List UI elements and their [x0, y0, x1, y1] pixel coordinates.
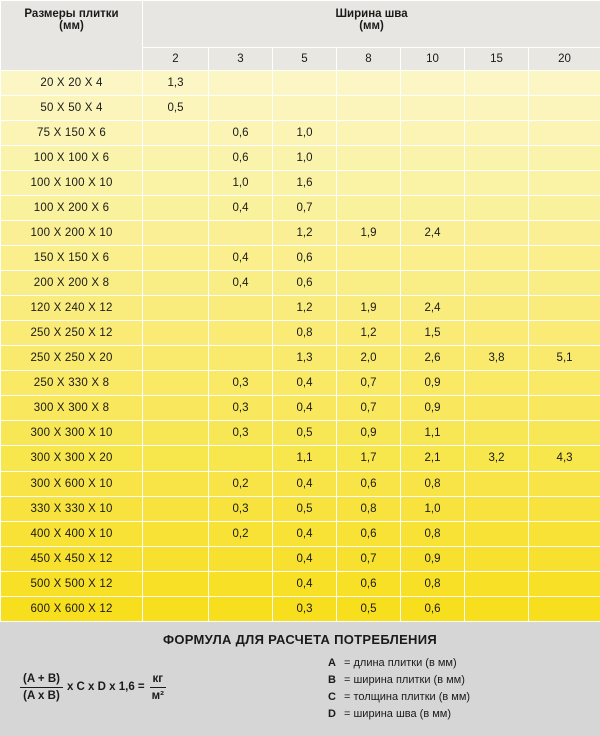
consumption-value-cell: 4,3	[529, 446, 600, 471]
consumption-value-cell	[465, 196, 529, 221]
tile-size-cell: 100 X 100 X 6	[1, 146, 143, 171]
consumption-value-cell	[209, 596, 273, 621]
consumption-value-cell: 0,5	[337, 596, 401, 621]
consumption-value-cell: 0,7	[337, 396, 401, 421]
consumption-value-cell	[143, 171, 209, 196]
tile-size-cell: 100 X 200 X 10	[1, 221, 143, 246]
table-row	[1, 396, 600, 421]
tile-size-cell: 300 X 600 X 10	[1, 471, 143, 496]
table-row	[1, 196, 600, 221]
consumption-value-cell	[209, 221, 273, 246]
consumption-value-cell	[465, 221, 529, 246]
consumption-value-cell: 1,0	[401, 496, 465, 521]
consumption-value-cell	[143, 396, 209, 421]
consumption-value-cell: 0,2	[209, 521, 273, 546]
consumption-value-cell	[529, 296, 600, 321]
consumption-value-cell: 0,6	[209, 121, 273, 146]
consumption-value-cell: 0,6	[337, 471, 401, 496]
consumption-value-cell: 0,9	[401, 396, 465, 421]
joint-width-6: 20	[529, 48, 600, 71]
legend-text: = толщина плитки (в мм)	[344, 691, 471, 703]
consumption-value-cell: 0,5	[273, 421, 337, 446]
consumption-value-cell: 0,8	[401, 471, 465, 496]
consumption-value-cell: 0,4	[209, 196, 273, 221]
joint-width-3: 8	[337, 48, 401, 71]
legend-text: = ширина шва (в мм)	[344, 708, 452, 720]
consumption-value-cell	[401, 196, 465, 221]
consumption-value-cell	[529, 196, 600, 221]
consumption-value-cell: 1,1	[273, 446, 337, 471]
consumption-value-cell	[143, 471, 209, 496]
consumption-value-cell: 3,2	[465, 446, 529, 471]
table-row	[1, 96, 600, 121]
tile-size-cell: 300 X 300 X 10	[1, 421, 143, 446]
consumption-value-cell	[529, 171, 600, 196]
consumption-value-cell	[143, 346, 209, 371]
consumption-value-cell	[337, 246, 401, 271]
tile-size-cell: 120 X 240 X 12	[1, 296, 143, 321]
consumption-value-cell	[143, 596, 209, 621]
table-row	[1, 446, 600, 471]
table-row	[1, 596, 600, 621]
joint-width-0: 2	[143, 48, 209, 71]
formula-title: ФОРМУЛА ДЛЯ РАСЧЕТА ПОТРЕБЛЕНИЯ	[162, 632, 438, 647]
table-row	[1, 521, 600, 546]
table-row	[1, 346, 600, 371]
tile-size-cell: 250 X 330 X 8	[1, 371, 143, 396]
consumption-value-cell	[143, 246, 209, 271]
table-row	[1, 421, 600, 446]
consumption-value-cell	[209, 71, 273, 96]
table-row	[1, 271, 600, 296]
tile-size-cell: 50 X 50 X 4	[1, 96, 143, 121]
consumption-value-cell: 0,8	[273, 321, 337, 346]
consumption-value-cell	[401, 271, 465, 296]
consumption-value-cell: 1,7	[337, 446, 401, 471]
consumption-value-cell	[273, 96, 337, 121]
legend-item	[328, 689, 470, 706]
legend-item	[328, 706, 470, 723]
legend-symbol: B	[328, 674, 336, 686]
formula-legend	[328, 655, 470, 723]
table-row	[1, 171, 600, 196]
consumption-value-cell: 0,5	[273, 496, 337, 521]
consumption-value-cell	[209, 446, 273, 471]
unit-numerator: кг	[150, 673, 167, 688]
tile-size-cell: 330 X 330 X 10	[1, 496, 143, 521]
table-body	[1, 71, 600, 622]
ratio-numerator: (A + B)	[20, 673, 63, 688]
consumption-value-cell: 0,4	[273, 546, 337, 571]
consumption-value-cell	[143, 271, 209, 296]
consumption-value-cell: 0,9	[337, 421, 401, 446]
consumption-value-cell: 1,2	[273, 221, 337, 246]
tile-size-cell: 450 X 450 X 12	[1, 546, 143, 571]
consumption-value-cell: 0,7	[337, 371, 401, 396]
consumption-value-cell	[465, 171, 529, 196]
consumption-value-cell	[401, 121, 465, 146]
tile-size-cell: 250 X 250 X 20	[1, 346, 143, 371]
tile-size-cell: 500 X 500 X 12	[1, 571, 143, 596]
joint-width-2: 5	[273, 48, 337, 71]
table-row	[1, 496, 600, 521]
consumption-value-cell: 1,9	[337, 221, 401, 246]
consumption-value-cell	[465, 296, 529, 321]
consumption-value-cell	[337, 121, 401, 146]
joint-width-1: 3	[209, 48, 273, 71]
consumption-value-cell	[465, 471, 529, 496]
tile-size-cell: 100 X 100 X 10	[1, 171, 143, 196]
consumption-value-cell	[529, 421, 600, 446]
consumption-value-cell: 0,2	[209, 471, 273, 496]
consumption-value-cell	[465, 146, 529, 171]
consumption-value-cell: 2,6	[401, 346, 465, 371]
consumption-value-cell	[337, 196, 401, 221]
consumption-value-cell: 0,9	[401, 371, 465, 396]
consumption-value-cell: 0,4	[273, 521, 337, 546]
consumption-value-cell: 0,8	[401, 521, 465, 546]
consumption-value-cell: 0,6	[273, 246, 337, 271]
legend-text: = ширина плитки (в мм)	[344, 674, 465, 686]
consumption-value-cell: 1,3	[143, 71, 209, 96]
consumption-value-cell	[465, 371, 529, 396]
consumption-value-cell	[465, 571, 529, 596]
legend-symbol: D	[328, 708, 336, 720]
joint-width-header-line2: (мм)	[359, 20, 384, 32]
consumption-value-cell: 0,7	[337, 546, 401, 571]
consumption-value-cell	[465, 246, 529, 271]
consumption-value-cell: 1,1	[401, 421, 465, 446]
tile-size-cell: 400 X 400 X 10	[1, 521, 143, 546]
tile-size-cell: 150 X 150 X 6	[1, 246, 143, 271]
consumption-value-cell	[273, 71, 337, 96]
tile-size-cell: 75 X 150 X 6	[1, 121, 143, 146]
consumption-value-cell: 1,9	[337, 296, 401, 321]
consumption-value-cell: 0,6	[337, 571, 401, 596]
consumption-value-cell	[529, 246, 600, 271]
consumption-value-cell: 1,3	[273, 346, 337, 371]
consumption-value-cell	[209, 96, 273, 121]
consumption-value-cell	[465, 321, 529, 346]
consumption-value-cell	[529, 146, 600, 171]
consumption-value-cell: 0,3	[209, 396, 273, 421]
consumption-value-cell	[401, 171, 465, 196]
joint-width-4: 10	[401, 48, 465, 71]
consumption-value-cell	[209, 346, 273, 371]
consumption-value-cell	[209, 321, 273, 346]
consumption-value-cell	[143, 321, 209, 346]
table-row	[1, 546, 600, 571]
consumption-value-cell: 1,2	[273, 296, 337, 321]
unit-denominator: м²	[151, 689, 164, 702]
tile-size-cell: 600 X 600 X 12	[1, 596, 143, 621]
consumption-value-cell	[529, 121, 600, 146]
table-row	[1, 146, 600, 171]
consumption-value-cell: 0,4	[273, 371, 337, 396]
consumption-value-cell	[465, 421, 529, 446]
consumption-value-cell: 0,8	[337, 496, 401, 521]
tile-size-header	[1, 1, 143, 71]
consumption-value-cell: 0,4	[209, 246, 273, 271]
tile-size-header-line1: Размеры плитки	[24, 8, 119, 20]
consumption-value-cell: 0,3	[209, 371, 273, 396]
consumption-value-cell	[529, 521, 600, 546]
consumption-value-cell	[529, 71, 600, 96]
table-row	[1, 371, 600, 396]
consumption-value-cell: 2,1	[401, 446, 465, 471]
table-row	[1, 471, 600, 496]
consumption-value-cell: 1,0	[273, 146, 337, 171]
consumption-value-cell: 0,4	[273, 571, 337, 596]
table-row	[1, 221, 600, 246]
table-row	[1, 296, 600, 321]
legend-item	[328, 655, 470, 672]
consumption-value-cell	[529, 371, 600, 396]
consumption-value-cell: 0,5	[143, 96, 209, 121]
consumption-value-cell	[209, 546, 273, 571]
consumption-value-cell	[143, 421, 209, 446]
consumption-value-cell	[465, 71, 529, 96]
table-row	[1, 246, 600, 271]
consumption-value-cell	[529, 221, 600, 246]
consumption-value-cell: 0,9	[401, 546, 465, 571]
consumption-value-cell	[143, 446, 209, 471]
joint-width-header	[143, 1, 600, 48]
consumption-value-cell: 1,0	[273, 121, 337, 146]
consumption-value-cell	[143, 546, 209, 571]
ratio-denominator: (A x B)	[23, 689, 60, 702]
legend-symbol: C	[328, 691, 336, 703]
consumption-value-cell	[401, 71, 465, 96]
consumption-value-cell: 0,3	[209, 421, 273, 446]
table-row	[1, 121, 600, 146]
tile-size-cell: 250 X 250 X 12	[1, 321, 143, 346]
consumption-value-cell: 0,4	[209, 271, 273, 296]
consumption-value-cell	[401, 146, 465, 171]
consumption-value-cell: 1,5	[401, 321, 465, 346]
consumption-value-cell	[143, 296, 209, 321]
consumption-value-cell: 0,4	[273, 396, 337, 421]
consumption-value-cell	[529, 396, 600, 421]
consumption-value-cell	[401, 246, 465, 271]
consumption-value-cell: 1,2	[337, 321, 401, 346]
consumption-value-cell	[529, 271, 600, 296]
consumption-value-cell	[143, 146, 209, 171]
consumption-equation	[20, 662, 167, 712]
consumption-value-cell	[209, 571, 273, 596]
consumption-value-cell	[143, 571, 209, 596]
consumption-value-cell	[465, 121, 529, 146]
consumption-value-cell	[143, 371, 209, 396]
unit-fraction	[149, 673, 167, 702]
consumption-value-cell	[337, 271, 401, 296]
consumption-value-cell	[529, 571, 600, 596]
consumption-value-cell	[401, 96, 465, 121]
consumption-value-cell	[143, 496, 209, 521]
consumption-value-cell	[465, 596, 529, 621]
tile-size-header-line2: (мм)	[59, 20, 84, 32]
consumption-value-cell: 0,4	[273, 471, 337, 496]
equation-middle: x C x D x 1,6 =	[66, 681, 145, 693]
consumption-value-cell	[465, 496, 529, 521]
consumption-value-cell	[465, 521, 529, 546]
consumption-value-cell	[143, 221, 209, 246]
consumption-value-cell: 0,6	[273, 271, 337, 296]
tile-size-cell: 200 X 200 X 8	[1, 271, 143, 296]
consumption-value-cell	[143, 121, 209, 146]
consumption-value-cell: 1,6	[273, 171, 337, 196]
consumption-value-cell	[337, 171, 401, 196]
table-row	[1, 321, 600, 346]
consumption-value-cell: 2,4	[401, 296, 465, 321]
joint-width-5: 15	[465, 48, 529, 71]
consumption-value-cell	[209, 296, 273, 321]
consumption-value-cell	[337, 146, 401, 171]
consumption-value-cell	[143, 521, 209, 546]
consumption-value-cell: 5,1	[529, 346, 600, 371]
consumption-value-cell	[529, 96, 600, 121]
joint-width-header-line1: Ширина шва	[335, 8, 408, 20]
consumption-value-cell	[465, 96, 529, 121]
consumption-value-cell	[337, 96, 401, 121]
table-row	[1, 571, 600, 596]
tile-size-cell: 20 X 20 X 4	[1, 71, 143, 96]
tile-size-cell: 300 X 300 X 8	[1, 396, 143, 421]
consumption-value-cell: 2,0	[337, 346, 401, 371]
consumption-value-cell: 0,7	[273, 196, 337, 221]
tile-size-cell: 100 X 200 X 6	[1, 196, 143, 221]
consumption-value-cell: 0,8	[401, 571, 465, 596]
consumption-value-cell	[337, 71, 401, 96]
consumption-value-cell: 0,6	[337, 521, 401, 546]
ratio-fraction	[20, 673, 63, 702]
table-row	[1, 71, 600, 96]
consumption-value-cell	[529, 496, 600, 521]
consumption-value-cell	[529, 596, 600, 621]
consumption-value-cell: 3,8	[465, 346, 529, 371]
legend-symbol: A	[328, 657, 336, 669]
formula-panel	[0, 622, 600, 736]
tile-size-cell: 300 X 300 X 20	[1, 446, 143, 471]
consumption-value-cell	[529, 321, 600, 346]
legend-text: = длина плитки (в мм)	[344, 657, 457, 669]
consumption-value-cell	[465, 271, 529, 296]
consumption-value-cell	[465, 546, 529, 571]
consumption-value-cell	[143, 196, 209, 221]
consumption-value-cell: 0,3	[209, 496, 273, 521]
consumption-value-cell	[529, 546, 600, 571]
consumption-value-cell: 0,6	[401, 596, 465, 621]
legend-item	[328, 672, 470, 689]
consumption-value-cell	[529, 471, 600, 496]
consumption-value-cell: 2,4	[401, 221, 465, 246]
consumption-value-cell: 0,3	[273, 596, 337, 621]
consumption-value-cell: 0,6	[209, 146, 273, 171]
consumption-value-cell: 1,0	[209, 171, 273, 196]
consumption-value-cell	[465, 396, 529, 421]
